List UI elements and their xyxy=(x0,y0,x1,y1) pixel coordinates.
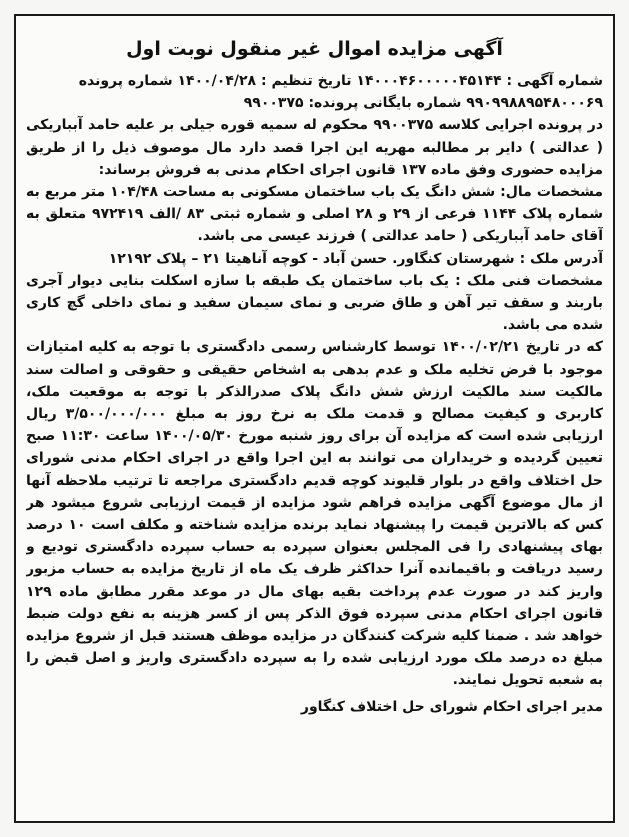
technical-text: یک باب ساختمان یک طبقه با سازه اسکلت بنایی دیوار آجری باربند و سقف تیر آهن و طاق ضربی و نمای سیمان سفید و نمای داخلی گچ کاری شده می باشد. xyxy=(26,272,603,334)
notice-title: آگهی مزایده اموال غیر منقول نوبت اول xyxy=(126,38,503,60)
address-paragraph xyxy=(26,248,603,270)
property-spec-text: شش دانگ یک باب ساختمان مسکونی به مساحت ۱۰۴/۴۸ متر مربع به شماره پلاک ۱۱۴۴ فرعی از ۲۹ و ۲۸ اصلی و شماره ثبتی ۸۳ /الف ۹۷۲۴۱۹ متعلق به آقای حامد آبباریکی ( حامد عدالتی ) فرزند عیسی می باشد. xyxy=(26,184,603,245)
notice-content xyxy=(26,36,603,811)
notice-frame xyxy=(14,14,615,823)
technical-paragraph xyxy=(26,270,603,337)
notice-header-line1: شماره آگهی : ۱۴۰۰۰۴۶۰۰۰۰۰۴۵۱۴۴ تاریخ تنظیم : ۱۴۰۰/۰۴/۲۸ شماره پرونده xyxy=(78,73,603,89)
notice-signature: مدیر اجرای احکام شورای حل اختلاف کنگاور xyxy=(300,698,603,715)
address-text: شهرستان کنگاور. حسن آباد - کوچه آناهیتا ۲۱ – پلاک ۱۲۱۹۲ xyxy=(108,250,520,267)
notice-intro: در پرونده اجرایی کلاسه ۹۹۰۰۳۷۵ محکوم له سمیه قوره جیلی بر علیه حامد آبباریکی ( عدالتی ) دایر بر مطالبه مهریه این اجرا قصد دارد مال موصوف ذیل را از طریق مزایده حضوری وفق ماده ۱۳۷ قانون اجرای احکام مدنی به فروش برساند: xyxy=(26,117,603,178)
property-spec-paragraph xyxy=(26,181,603,248)
property-spec-label: مشخصات مال: xyxy=(500,184,603,201)
notice-header-line2: ۹۹۰۹۹۸۸۹۵۴۸۰۰۰۶۹ شماره بایگانی پرونده: ۹۹۰۰۳۷۵ xyxy=(243,95,603,112)
address-label: آدرس ملک : xyxy=(519,250,603,267)
technical-label: مشخصات فنی ملک : xyxy=(455,272,603,289)
notice-body: که در تاریخ ۱۴۰۰/۰۲/۲۱ توسط کارشناس رسمی دادگستری با توجه به کلیه امتیازات موجود با فرض تخلیه ملک و عدم بدهی به اشخاص حقیقی و حقوقی و اصالت سند مالکیت سند مالکیت ارزش شش دانگ پلاک صدرالذکر با توجه به موقعیت ملک، کاربری و کیفیت مصالح و قدمت ملک به نرخ روز به مبلغ ۳/۵۰۰/۰۰۰/۰۰۰ ریال ارزیابی شده است که مزایده آن برای روز شنبه مورخ ۱۴۰۰/۰۵/۳۰ ساعت ۱۱:۳۰ صبح تعیین گردیده و خریداران می توانند به این اجرا واقع در اجرای احکام مدنی شورای حل اختلاف واقع در بلوار قلیوند کوچه قدیم دادگستری مراجعه تا ترتیب ملاحظه آنها از مال موضوع آگهی مزایده فراهم شود مزایده از قیمت ارزیابی شروع میشود هر کس که بالاترین قیمت را پیشنهاد نماید برنده مزایده شناخته و مکلف است ۱۰ درصد بهای پیشنهادی را فی المجلس بعنوان سپرده به حساب سپرده دادگستری تودیع و رسید دریافت و باقیمانده آنرا حداکثر ظرف یک ماه از تاریخ مزایده به حساب مزبور واریز کند در صورت عدم پرداخت بقیه بهای مال در موعد مقرر مطابق ماده ۱۲۹ قانون اجرای احکام مدنی سپرده فوق الذکر پس از کسر هزینه به نفع دولت ضبط خواهد شد . ضمنا کلیه شرکت کنندگان در مزایده موظف هستند قبل از شروع مزایده مبلغ ده درصد ملک مورد ارزیابی شده را به سپرده دادگستری واریز و اصل قبض را به شعبه تحویل نمایند. xyxy=(26,339,603,689)
